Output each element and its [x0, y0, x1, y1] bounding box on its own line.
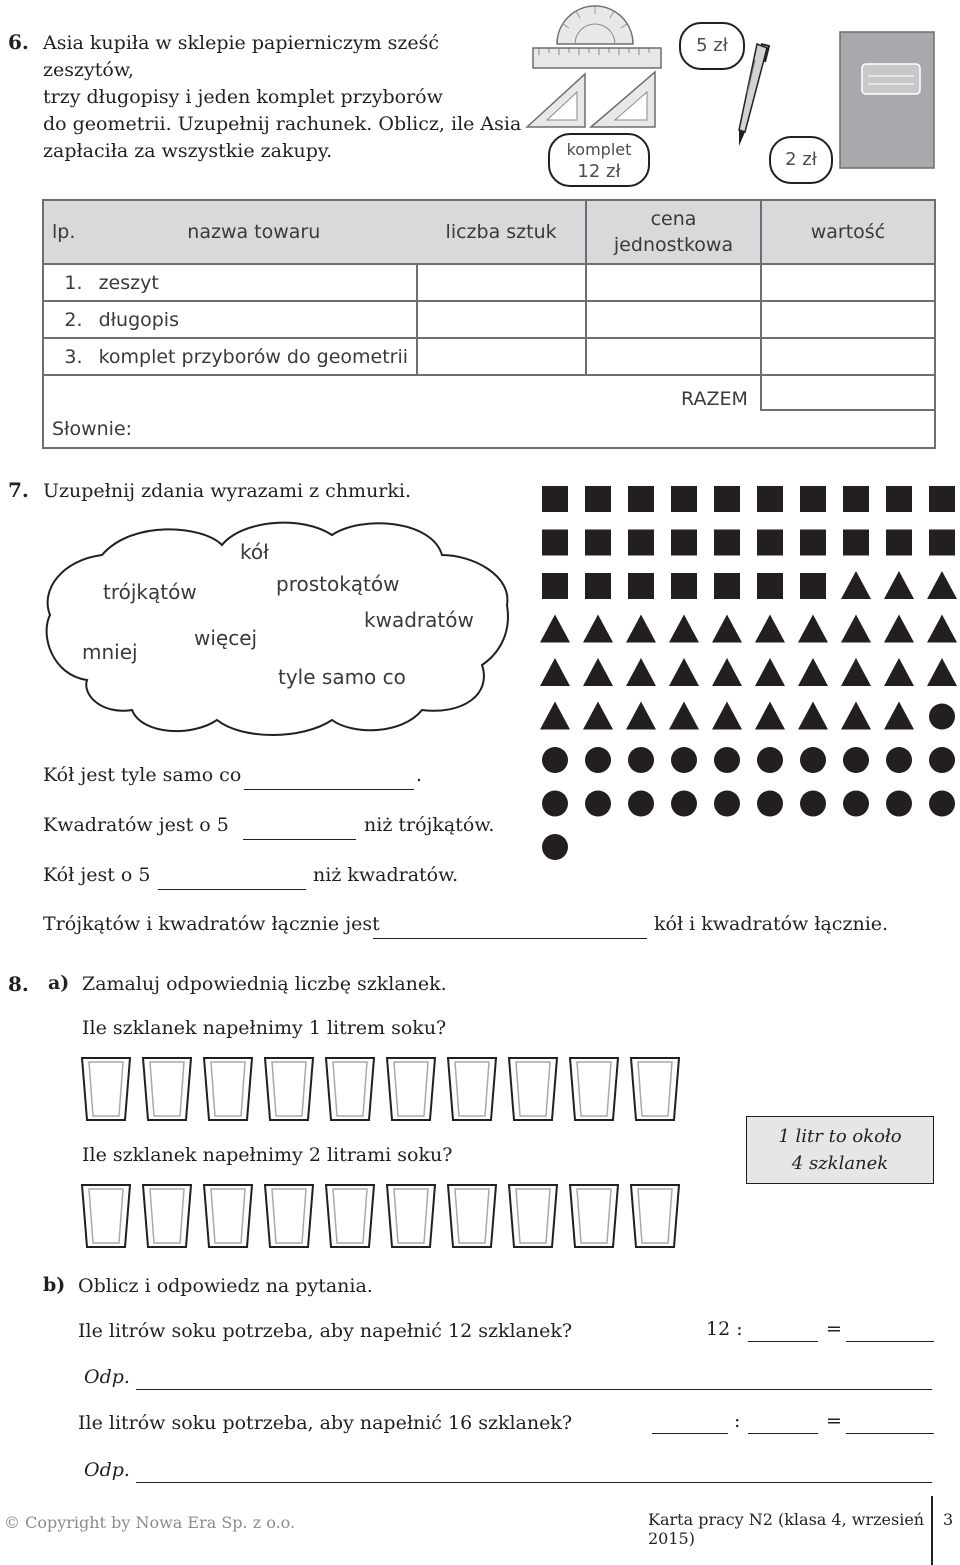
triangle-shape — [927, 615, 957, 643]
sentence-2-end: niż trójkątów. — [364, 814, 495, 836]
glass-icon[interactable] — [446, 1056, 498, 1122]
triangle-shape — [626, 658, 656, 686]
square-shape — [929, 530, 955, 556]
triangle-shape — [669, 658, 699, 686]
triangle-shape — [712, 615, 742, 643]
triangle-shape — [884, 615, 914, 643]
glass-icon[interactable] — [80, 1183, 132, 1249]
glass-icon[interactable] — [80, 1056, 132, 1122]
sentence-4-start: Trójkątów i kwadratów łącznie jest — [43, 913, 380, 935]
table-row — [43, 264, 935, 301]
triangle-shape — [798, 702, 828, 730]
row-name: długopis — [91, 301, 417, 338]
header-name: nazwa towaru — [91, 200, 417, 264]
glass-icon[interactable] — [202, 1183, 254, 1249]
glass-icon[interactable] — [324, 1183, 376, 1249]
square-shape — [628, 573, 654, 599]
cloud-word: trójkątów — [103, 580, 197, 604]
unit-price-cell[interactable] — [586, 301, 761, 338]
question-1-litre: Ile szklanek napełnimy 1 litrem soku? — [82, 1017, 447, 1039]
square-shape — [886, 530, 912, 556]
footer-page-number: 3 — [943, 1510, 954, 1529]
square-shape — [714, 486, 740, 512]
task6-line: zapłaciła za wszystkie zakupy. — [43, 140, 333, 162]
triangle-shape — [927, 571, 957, 599]
table-row — [43, 301, 935, 338]
circle-shape — [886, 747, 912, 773]
square-shape — [843, 486, 869, 512]
task7-number: 7. — [8, 478, 29, 502]
words-row — [43, 410, 935, 448]
part-a-label: a) — [48, 972, 70, 994]
square-shape — [628, 530, 654, 556]
task6-text — [43, 30, 533, 165]
equation-12-start: 12 : — [706, 1318, 743, 1340]
square-shape — [757, 486, 783, 512]
triangle-shape — [798, 658, 828, 686]
glass-icon[interactable] — [568, 1183, 620, 1249]
receipt-table — [42, 199, 936, 449]
glass-icon[interactable] — [629, 1183, 681, 1249]
triangle-shape — [583, 702, 613, 730]
glass-icon[interactable] — [263, 1056, 315, 1122]
sentence-1-start: Kół jest tyle samo co — [43, 764, 242, 786]
geometry-set-image — [525, 2, 665, 132]
square-shape — [757, 530, 783, 556]
task6-line: trzy długopisy i jeden komplet przyborów — [43, 86, 443, 108]
glass-icon[interactable] — [385, 1183, 437, 1249]
square-shape — [757, 573, 783, 599]
info-line-2: 4 szklanek — [791, 1153, 889, 1174]
triangle-shape — [626, 615, 656, 643]
unit-price-cell[interactable] — [586, 264, 761, 301]
sentence-4-blank[interactable] — [373, 938, 647, 939]
triangle-shape — [841, 615, 871, 643]
header-value: wartość — [761, 200, 935, 264]
square-shape — [585, 486, 611, 512]
glass-icon[interactable] — [141, 1056, 193, 1122]
sentence-1-end: . — [416, 764, 423, 786]
cloud-word: kół — [240, 540, 269, 564]
glass-icon[interactable] — [446, 1183, 498, 1249]
equation-16-result-blank[interactable] — [846, 1433, 934, 1434]
question-16-glasses: Ile litrów soku potrzeba, aby napełnić 16 szklanek? — [78, 1412, 573, 1434]
total-row — [43, 375, 935, 410]
triangle-shape — [540, 658, 570, 686]
sentence-1-blank[interactable] — [244, 789, 414, 790]
answer-16-label: Odp. — [84, 1459, 130, 1481]
notebook-image — [838, 30, 936, 170]
triangle-shape — [669, 615, 699, 643]
square-shape — [585, 573, 611, 599]
info-line-1: 1 litr to około — [778, 1126, 902, 1147]
square-shape — [843, 530, 869, 556]
triangle-shape — [884, 658, 914, 686]
triangle-shape — [841, 702, 871, 730]
circle-shape — [671, 747, 697, 773]
square-shape — [542, 573, 568, 599]
circle-shape — [757, 791, 783, 817]
triangle-shape — [755, 615, 785, 643]
header-quantity: liczba sztuk — [417, 200, 586, 264]
task6-line: Asia kupiła w sklepie papierniczym sześć zeszytów, — [43, 32, 440, 81]
circle-shape — [843, 747, 869, 773]
circle-shape — [886, 791, 912, 817]
square-shape — [800, 530, 826, 556]
price-tag-notebook: 2 zł — [769, 136, 833, 184]
triangle-shape — [540, 615, 570, 643]
shape-grid — [536, 482, 960, 888]
square-shape — [714, 530, 740, 556]
square-shape — [929, 486, 955, 512]
sentence-2-blank[interactable] — [243, 839, 356, 840]
sentence-3-start: Kół jest o 5 — [43, 864, 151, 886]
header-lp: lp. — [43, 200, 91, 264]
triangle-shape — [841, 571, 871, 599]
price-tag-set-price: 12 zł — [577, 161, 621, 182]
circle-shape — [800, 791, 826, 817]
sentence-3-blank[interactable] — [158, 889, 306, 890]
cloud-word: mniej — [82, 640, 138, 664]
circle-shape — [843, 791, 869, 817]
total-label: RAZEM — [43, 375, 761, 410]
answer-12-label: Odp. — [84, 1366, 130, 1388]
triangle-shape — [755, 658, 785, 686]
quantity-cell[interactable] — [417, 301, 586, 338]
receipt-header-row — [43, 200, 935, 264]
total-value-cell[interactable] — [761, 375, 935, 410]
sentence-1 — [43, 764, 241, 786]
footer-divider — [931, 1496, 933, 1565]
square-shape — [800, 486, 826, 512]
triangle-shape — [755, 702, 785, 730]
circle-shape — [929, 747, 955, 773]
glass-icon[interactable] — [324, 1056, 376, 1122]
footer-copyright: © Copyright by Nowa Era Sp. z o.o. — [4, 1513, 296, 1532]
glass-icon[interactable] — [507, 1183, 559, 1249]
triangle-shape — [583, 658, 613, 686]
glasses-row-2-litres — [80, 1183, 690, 1249]
task8-number: 8. — [8, 972, 29, 996]
row-lp: 1. — [43, 264, 91, 301]
price-tag-set — [548, 133, 650, 187]
circle-shape — [585, 791, 611, 817]
price-tag-pen: 5 zł — [679, 22, 745, 70]
footer-worksheet: Karta pracy N2 (klasa 4, wrzesień 2015) — [648, 1510, 925, 1548]
circle-shape — [929, 704, 955, 730]
square-shape — [671, 573, 697, 599]
circle-shape — [929, 791, 955, 817]
square-shape — [542, 486, 568, 512]
task7-instruction: Uzupełnij zdania wyrazami z chmurki. — [43, 480, 412, 502]
circle-shape — [714, 747, 740, 773]
triangle-shape — [884, 702, 914, 730]
circle-shape — [628, 747, 654, 773]
part-a-instruction: Zamaluj odpowiednią liczbę szklanek. — [82, 973, 447, 995]
part-b-label: b) — [43, 1274, 66, 1296]
quantity-cell[interactable] — [417, 338, 586, 375]
words-label[interactable]: Słownie: — [43, 410, 935, 448]
equation-16-equals: = — [826, 1410, 842, 1432]
square-shape — [671, 530, 697, 556]
equation-12-equals: = — [826, 1318, 842, 1340]
pen-image — [725, 40, 775, 150]
info-box — [746, 1116, 934, 1184]
equation-12-divisor-blank[interactable] — [748, 1341, 818, 1342]
glass-icon[interactable] — [507, 1056, 559, 1122]
glass-icon[interactable] — [568, 1056, 620, 1122]
task6-number: 6. — [8, 30, 29, 54]
cloud-word: kwadratów — [364, 608, 474, 632]
glasses-row-1-litre — [80, 1056, 690, 1122]
equation-12-result-blank[interactable] — [846, 1341, 934, 1342]
circle-shape — [671, 791, 697, 817]
circle-shape — [714, 791, 740, 817]
sentence-4-end: kół i kwadratów łącznie. — [654, 913, 889, 935]
cloud-word: więcej — [194, 626, 258, 650]
square-shape — [714, 573, 740, 599]
equation-16-divisor-blank[interactable] — [748, 1433, 818, 1434]
unit-price-cell[interactable] — [586, 338, 761, 375]
triangle-shape — [669, 702, 699, 730]
header-unit-price — [586, 200, 761, 264]
header-unit-price-line1: cena — [650, 208, 697, 230]
row-lp: 2. — [43, 301, 91, 338]
square-shape — [628, 486, 654, 512]
answer-12-blank[interactable] — [136, 1389, 932, 1390]
square-shape — [585, 530, 611, 556]
square-shape — [886, 486, 912, 512]
triangle-shape — [798, 615, 828, 643]
price-tag-set-label: komplet — [566, 140, 632, 159]
cloud-word: prostokątów — [276, 572, 400, 596]
value-cell[interactable] — [761, 338, 935, 375]
triangle-shape — [884, 571, 914, 599]
circle-shape — [542, 791, 568, 817]
cloud-word: tyle samo co — [278, 665, 406, 689]
table-row — [43, 338, 935, 375]
square-shape — [800, 573, 826, 599]
value-cell[interactable] — [761, 264, 935, 301]
triangle-shape — [841, 658, 871, 686]
row-name: zeszyt — [91, 264, 417, 301]
square-shape — [542, 530, 568, 556]
equation-16-colon: : — [734, 1410, 741, 1432]
circle-shape — [542, 834, 568, 860]
circle-shape — [757, 747, 783, 773]
triangle-shape — [583, 615, 613, 643]
sentence-3-end: niż kwadratów. — [313, 864, 459, 886]
triangle-shape — [540, 702, 570, 730]
circle-shape — [800, 747, 826, 773]
circle-shape — [585, 747, 611, 773]
value-cell[interactable] — [761, 301, 935, 338]
square-shape — [671, 486, 697, 512]
question-12-glasses: Ile litrów soku potrzeba, aby napełnić 12 szklanek? — [78, 1320, 573, 1342]
circle-shape — [628, 791, 654, 817]
part-b-instruction: Oblicz i odpowiedz na pytania. — [78, 1275, 373, 1297]
equation-16-dividend-blank[interactable] — [652, 1433, 728, 1434]
row-lp: 3. — [43, 338, 91, 375]
glass-icon[interactable] — [629, 1056, 681, 1122]
answer-16-blank[interactable] — [136, 1482, 932, 1483]
triangle-shape — [712, 658, 742, 686]
glass-icon[interactable] — [385, 1056, 437, 1122]
glass-icon[interactable] — [202, 1056, 254, 1122]
sentence-2-start: Kwadratów jest o 5 — [43, 814, 229, 836]
circle-shape — [542, 747, 568, 773]
question-2-litres: Ile szklanek napełnimy 2 litrami soku? — [82, 1144, 453, 1166]
triangle-shape — [626, 702, 656, 730]
header-unit-price-line2: jednostkowa — [613, 234, 734, 256]
glass-icon[interactable] — [141, 1183, 193, 1249]
triangle-shape — [927, 658, 957, 686]
task6-line: do geometrii. Uzupełnij rachunek. Oblicz, ile Asia — [43, 113, 522, 135]
quantity-cell[interactable] — [417, 264, 586, 301]
glass-icon[interactable] — [263, 1183, 315, 1249]
row-name: komplet przyborów do geometrii — [91, 338, 417, 375]
triangle-shape — [712, 702, 742, 730]
